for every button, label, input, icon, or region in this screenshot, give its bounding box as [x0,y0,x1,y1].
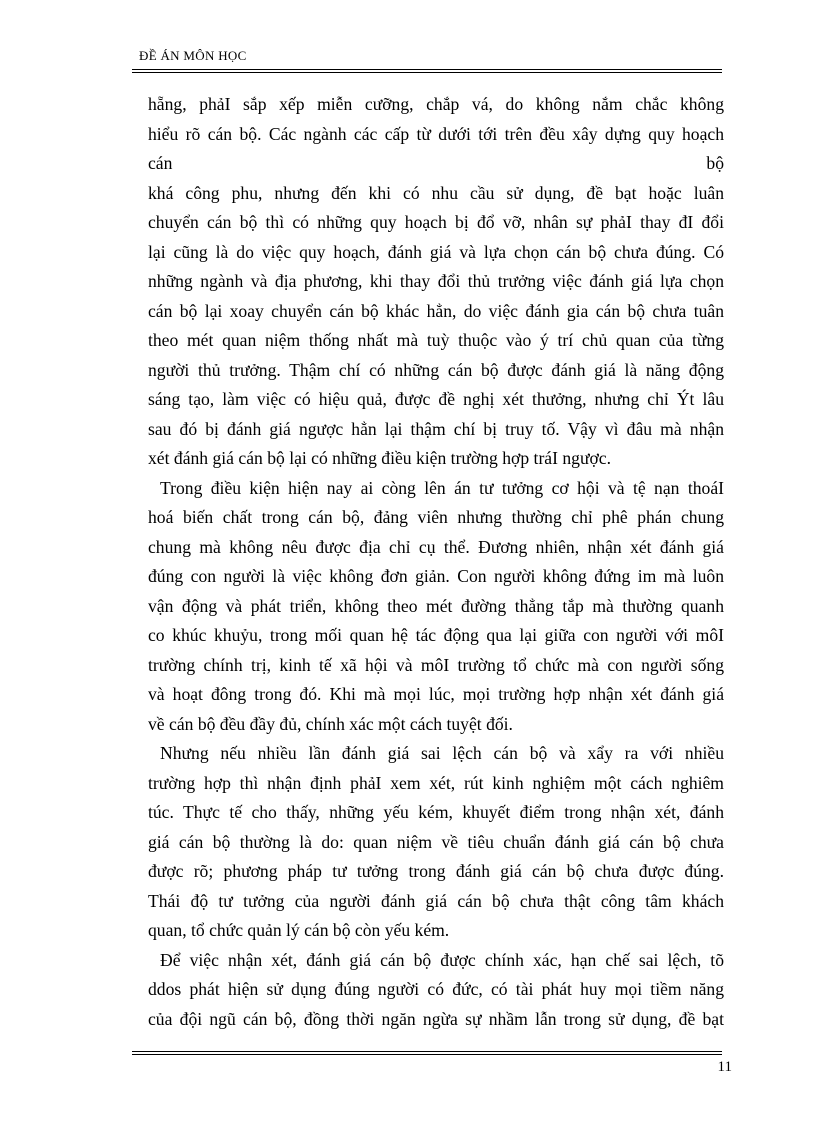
text-line: sau đó bị đánh giá ngược hẳn lại thậm chí bị truy tố. Vậy vì đâu mà nhận [148,418,724,439]
text-line: lại cũng là do việc quy hoạch, đánh giá và lựa chọn cán bộ chưa đúng. Có [148,241,724,262]
footer-rule [132,1051,722,1055]
page-header-title: ĐỀ ÁN MÔN HỌC [139,48,247,63]
text-line: trường hợp thì nhận định phảI xem xét, rút kinh nghiệm một cách nghiêm [148,772,724,793]
text-line: và hoạt đông trong đó. Khi mà mọi lúc, mọi trường hợp nhận xét đánh giá [148,684,724,704]
text-line: cán bộ lại xoay chuyển cán bộ khác hẳn, do việc đánh gia cán bộ chưa tuân [148,300,724,321]
text-line: của đội ngũ cán bộ, đồng thời ngăn ngừa sự nhầm lẫn trong sử dụng, đề bạt [148,1008,724,1029]
text-line: co khúc khuỷu, trong mối quan hệ tác động qua lại giữa con người với môI [148,625,724,645]
text-line: Trong điều kiện hiện nay ai còng lên án tư tưởng cơ hội và tệ nạn thoáI [160,477,724,498]
text-line: quan, tổ chức quản lý cán bộ còn yếu kém. [148,920,450,940]
text-line: hiểu rõ cán bộ. Các ngành các cấp từ dưới tới trên đều xây dựng quy hoạch [148,123,724,144]
text-line: người thủ trưởng. Thậm chí có những cán bộ được đánh giá là năng động [148,359,724,380]
text-line: trường chính trị, kinh tế xã hội và môI trường tổ chức mà con người sống [148,654,724,675]
text-line: được rõ; phương pháp tư tưởng trong đánh giá cán bộ chưa được đúng. [148,861,724,881]
body-text [148,90,724,1034]
text-line: vận động và phát triển, không theo mét đường thẳng tắp mà thường quanh [148,595,724,616]
text-line: theo mét quan niệm thống nhất mà tuỳ thuộc vào ý trí chủ quan của từng [148,330,724,350]
text-line: chuyển cán bộ thì có những quy hoạch bị đổ vỡ, nhân sự phảI thay đI đổi [148,212,724,232]
text-line: khá công phu, nhưng đến khi có nhu cầu sử dụng, đề bạt hoặc luân [148,182,724,203]
text-line: Để việc nhận xét, đánh giá cán bộ được chính xác, hạn chế sai lệch, tõ [160,949,724,970]
text-line: xét đánh giá cán bộ lại có những điều kiện trường hợp tráI ngược. [148,448,612,468]
text-line: những ngành và địa phương, khi thay đổi thủ trưởng việc đánh giá lựa chọn [148,271,724,291]
text-line: Thái độ tư tưởng của người đánh giá cán bộ chưa thật công tâm khách [148,890,724,911]
header-rule [132,69,722,73]
text-line: Nhưng nếu nhiều lần đánh giá sai lệch cán bộ và xẩy ra với nhiều [160,743,724,763]
text-line: chung mà không nêu được địa chỉ cụ thể. Đương nhiên, nhận xét đánh giá [148,536,724,557]
text-line: đúng con người là việc không đơn giản. Con người không đứng im mà luôn [148,566,724,586]
text-line: hẵng, phảI sắp xếp miễn cưỡng, chắp vá, do không nắm chắc không [148,94,724,114]
text-line: giá cán bộ thường là do: quan niệm về tiêu chuẩn đánh giá cán bộ chưa [148,831,724,852]
text-line: hoá biến chất trong cán bộ, đảng viên nhưng thường chỉ phê phán chung [148,507,724,527]
text-line: cán bộ [148,153,724,173]
text-line: về cán bộ đều đầy đủ, chính xác một cách tuyệt đối. [148,713,513,734]
page-number: 11 [717,1059,732,1075]
text-line: túc. Thực tế cho thấy, những yếu kém, khuyết điểm trong nhận xét, đánh [148,802,724,822]
text-line: ddos phát hiện sử dụng đúng người có đức, có tài phát huy mọi tiềm năng [148,979,724,999]
text-line: sáng tạo, làm việc có hiệu quả, được đề nghị xét thưởng, nhưng chỉ Ýt lâu [148,389,724,409]
